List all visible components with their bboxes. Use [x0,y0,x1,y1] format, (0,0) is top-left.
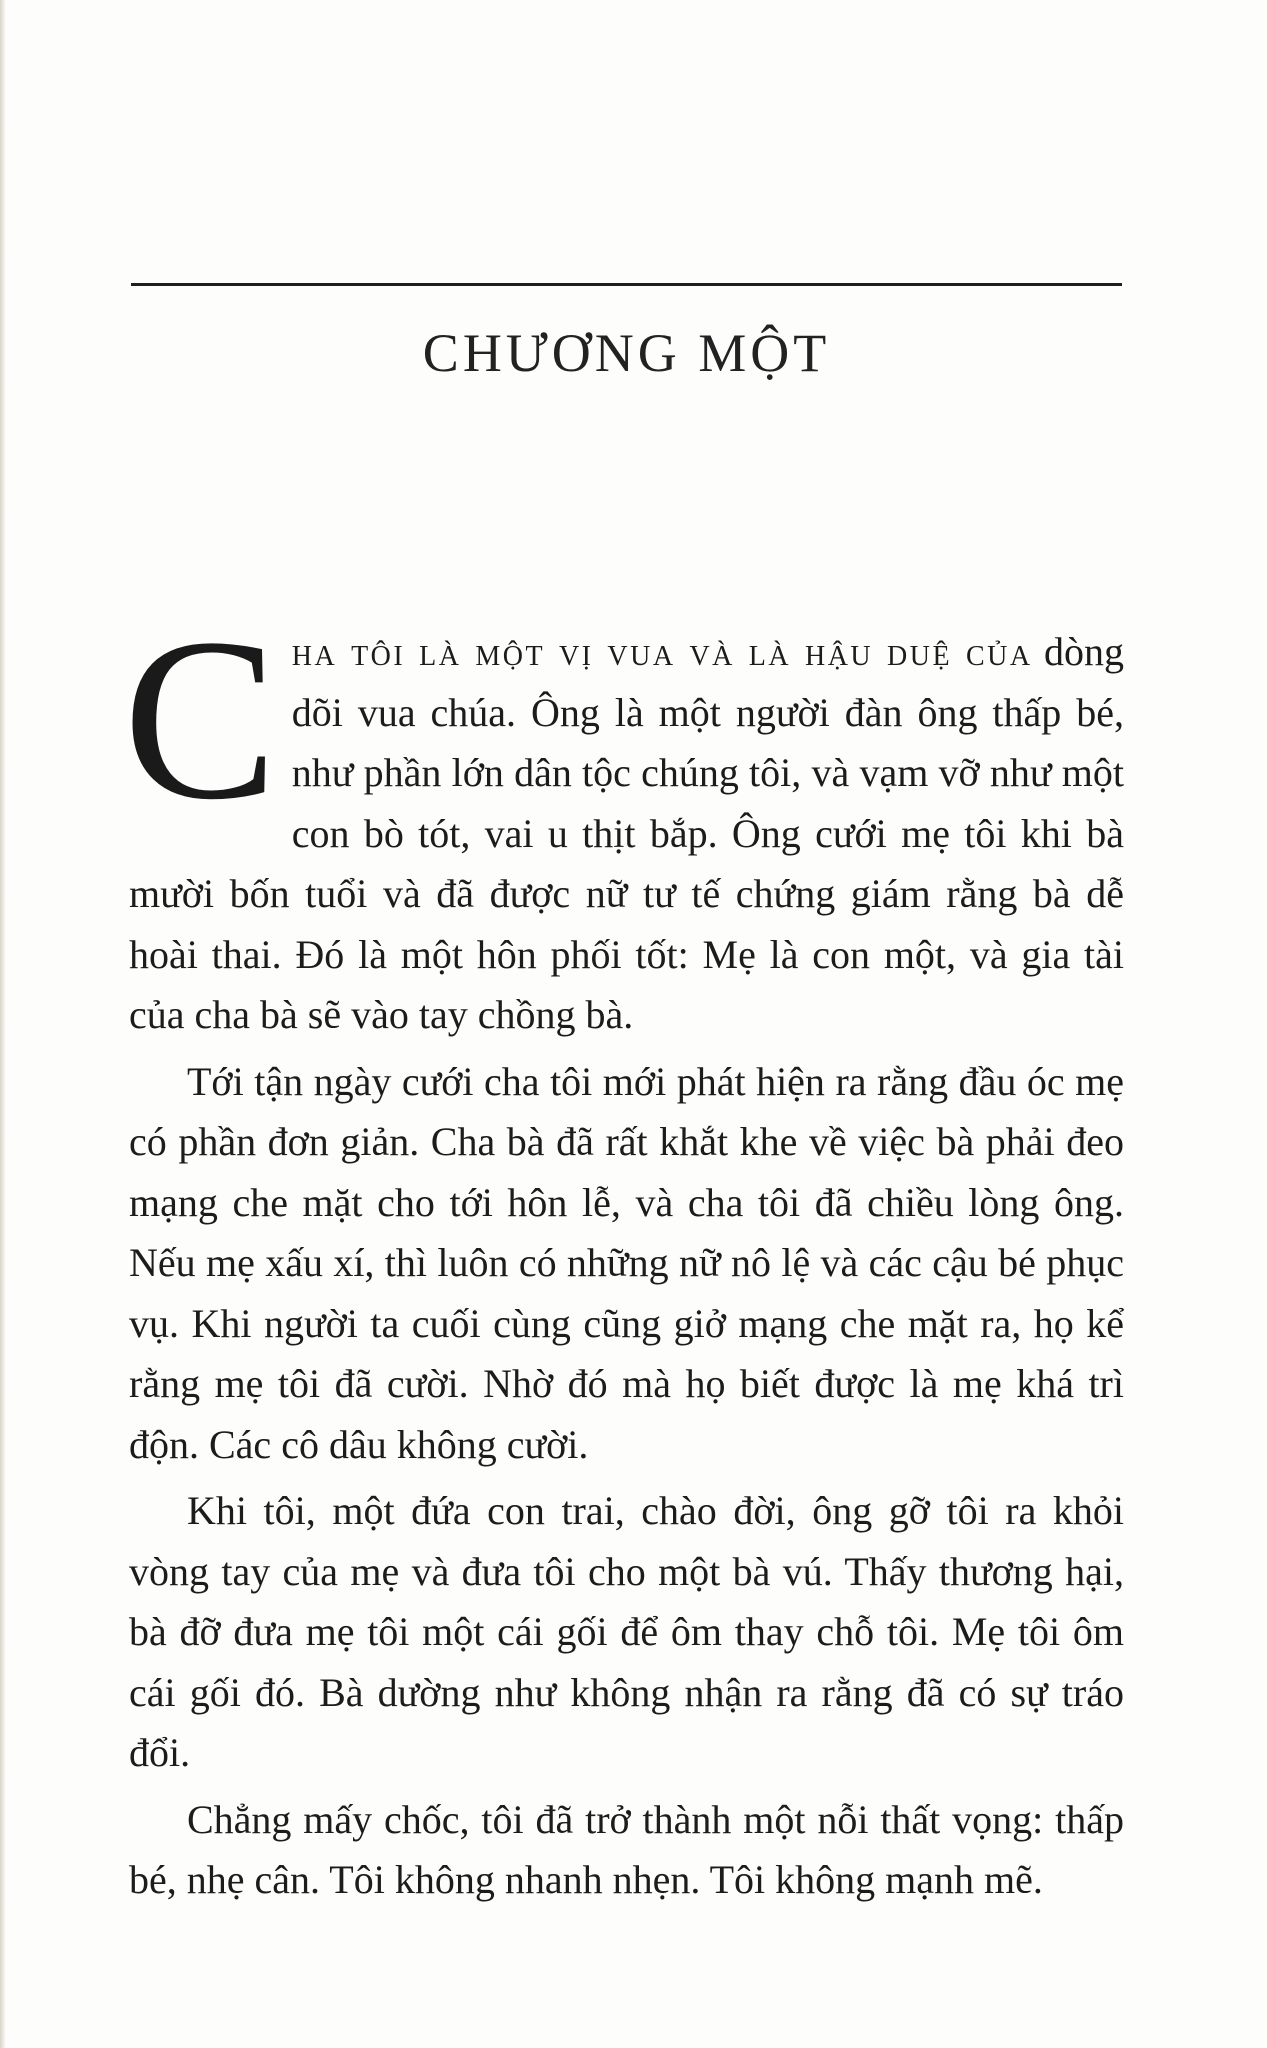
paragraph-1 [123,591,1125,1046]
paragraph-4: Chẳng mấy chốc, tôi đã trở thành một nỗi thất vọng: thấp bé, nhẹ cân. Tôi không nhanh nhẹn. Tôi không mạnh mẽ. [129,1796,1124,1902]
paragraph-2: Tới tận ngày cưới cha tôi mới phát hiện ra rằng đầu óc mẹ có phần đơn giản. Cha bà đã rất khắt khe về việc bà phải đeo mạng che mặt cho tới hôn lễ, và cha tôi đã chiều lòng ông. Nếu mẹ xấu xí, thì luôn có những nữ nô lệ và các cậu bé phục vụ. Khi người ta cuối cùng cũng giở mạng che mặt ra, họ kể rằng mẹ tôi đã cười. Nhờ đó mà họ biết được là mẹ khá trì độn. Các cô dâu không cười. [129,1058,1124,1467]
page-edge [0,0,6,2048]
chapter-rule [131,283,1122,286]
paragraph-3: Khi tôi, một đứa con trai, chào đời, ông gỡ tôi ra khỏi vòng tay của mẹ và đưa tôi cho một bà vú. Thấy thương hại, bà đỡ đưa mẹ tôi một cái gối để ôm thay chỗ tôi. Mẹ tôi ôm cái gối đó. Bà dường như không nhận ra rằng đã có sự tráo đổi. [129,1488,1124,1775]
paragraph-1-text: dòng dõi vua chúa. Ông là một người đàn ông thấp bé, như phần lớn dân tộc chúng tôi, và vạm vỡ như một con bò tót, vai u thịt bắp. Ông cưới mẹ tôi khi bà mười bốn tuổi và đã được nữ tư tế chứng giám rằng bà dễ hoài thai. Đó là một hôn phối tốt: Mẹ là con một, và gia tài của cha bà sẽ vào tay chồng bà. [129,629,1125,1037]
opening-small-caps: ha tôi là một vị vua và là hậu duệ của [291,629,1033,674]
chapter-title: CHƯƠNG MỘT [422,323,831,383]
drop-cap: C [123,591,278,848]
body-text [123,591,1125,1911]
